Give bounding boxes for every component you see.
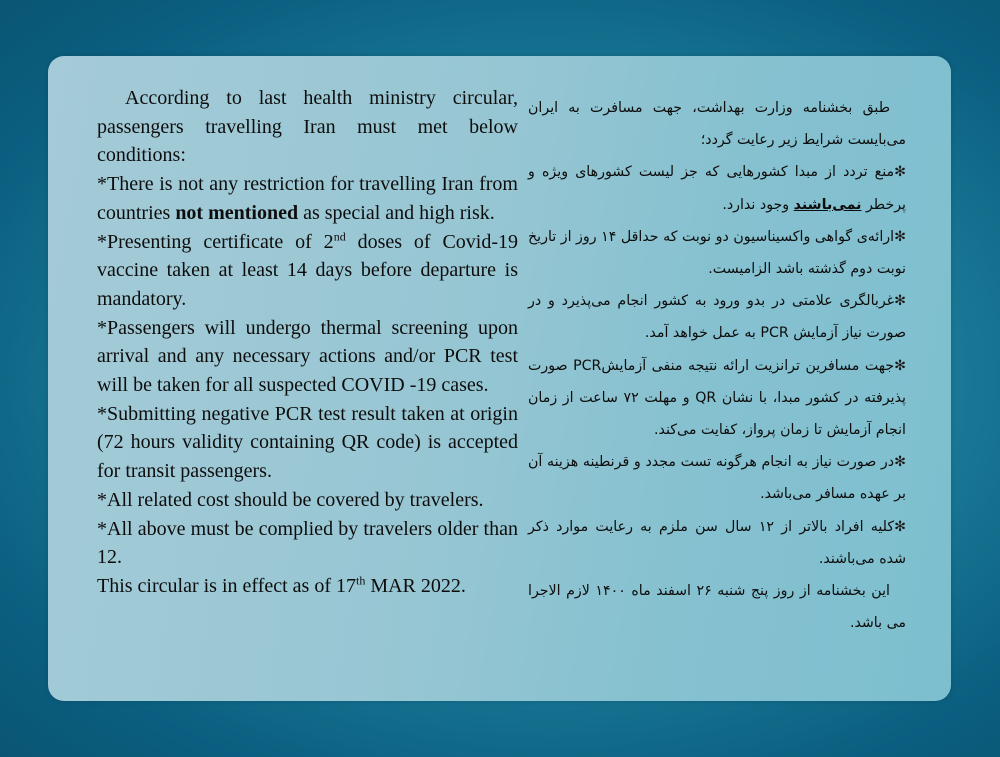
english-item-3: *Passengers will undergo thermal screening upon arrival and any necessary actions and/or PCR test will be taken for all suspected COVID -19 cases.	[97, 316, 518, 397]
persian-item-5: ✻در صورت نیاز به انجام هرگونه تست مجدد و قرنطینه هزینه آن بر عهده مسافر می‌باشد.	[528, 454, 906, 503]
english-item-4: *Submitting negative PCR test result taken at origin (72 hours validity containing QR code) is accepted for transit passengers.	[97, 402, 518, 483]
not-mentioned-emphasis: not mentioned	[175, 201, 299, 224]
english-item-5: *All related cost should be covered by travelers.	[97, 488, 484, 511]
english-effective-date: This circular is in effect as of 17th MAR 2022.	[97, 573, 466, 597]
persian-notice	[528, 92, 906, 639]
persian-effective-date: این بخشنامه از روز پنج شنبه ۲۶ اسفند ماه ۱۴۰۰ لازم الاجرا می باشد.	[528, 583, 906, 632]
english-notice	[97, 84, 518, 601]
persian-item-3: ✻غربالگری علامتی در بدو ورود به کشور انجام می‌پذیرد و در صورت نیاز آزمایش PCR به عمل خواهد آمد.	[528, 293, 906, 342]
bullet-icon: ✻	[894, 293, 906, 310]
bullet-icon: ✻	[894, 164, 906, 181]
persian-item-6: ✻کلیه افراد بالاتر از ۱۲ سال سن ملزم به رعایت موارد ذکر شده می‌باشند.	[528, 518, 906, 567]
persian-item-4: ✻جهت مسافرین ترانزیت ارائه نتیجه منفی آزمایشPCR صورت پذیرفته در کشور مبدا، با نشان QR و مهلت ۷۲ ساعت از زمان انجام آزمایش تا زمان پرواز، کفایت می‌کند.	[528, 357, 907, 439]
bullet-icon: ✻	[894, 518, 906, 535]
english-item-2: *Presenting certificate of 2nd doses of Covid-19 vaccine taken at least 14 days before departure is mandatory.	[97, 228, 518, 310]
persian-intro: طبق بخشنامه وزارت بهداشت، جهت مسافرت به ایران می‌بایست شرایط زیر رعایت گردد؛	[528, 100, 906, 149]
notice-panel	[48, 56, 951, 701]
persian-item-1: ✻منع تردد از مبدا کشورهایی که جز لیست کشورهای ویژه و پرخطر نمی‌باشند وجود ندارد.	[528, 164, 906, 213]
english-item-1: *There is not any restriction for travelling Iran from countries not mentioned as special and high risk.	[97, 173, 518, 224]
bullet-icon: ✻	[894, 228, 906, 245]
not-included-emphasis: نمی‌باشند	[793, 196, 862, 213]
english-item-6: *All above must be complied by travelers older than 12.	[97, 517, 518, 569]
english-intro: According to last health ministry circular, passengers travelling Iran must met below conditions:	[97, 87, 518, 167]
bullet-icon: ✻	[894, 357, 907, 374]
bullet-icon: ✻	[894, 454, 906, 471]
persian-item-2: ✻ارائه‌ی گواهی واکسیناسیون دو نوبت که حداقل ۱۴ روز از تاریخ نوبت دوم گذشته باشد الزامیست.	[528, 228, 906, 278]
